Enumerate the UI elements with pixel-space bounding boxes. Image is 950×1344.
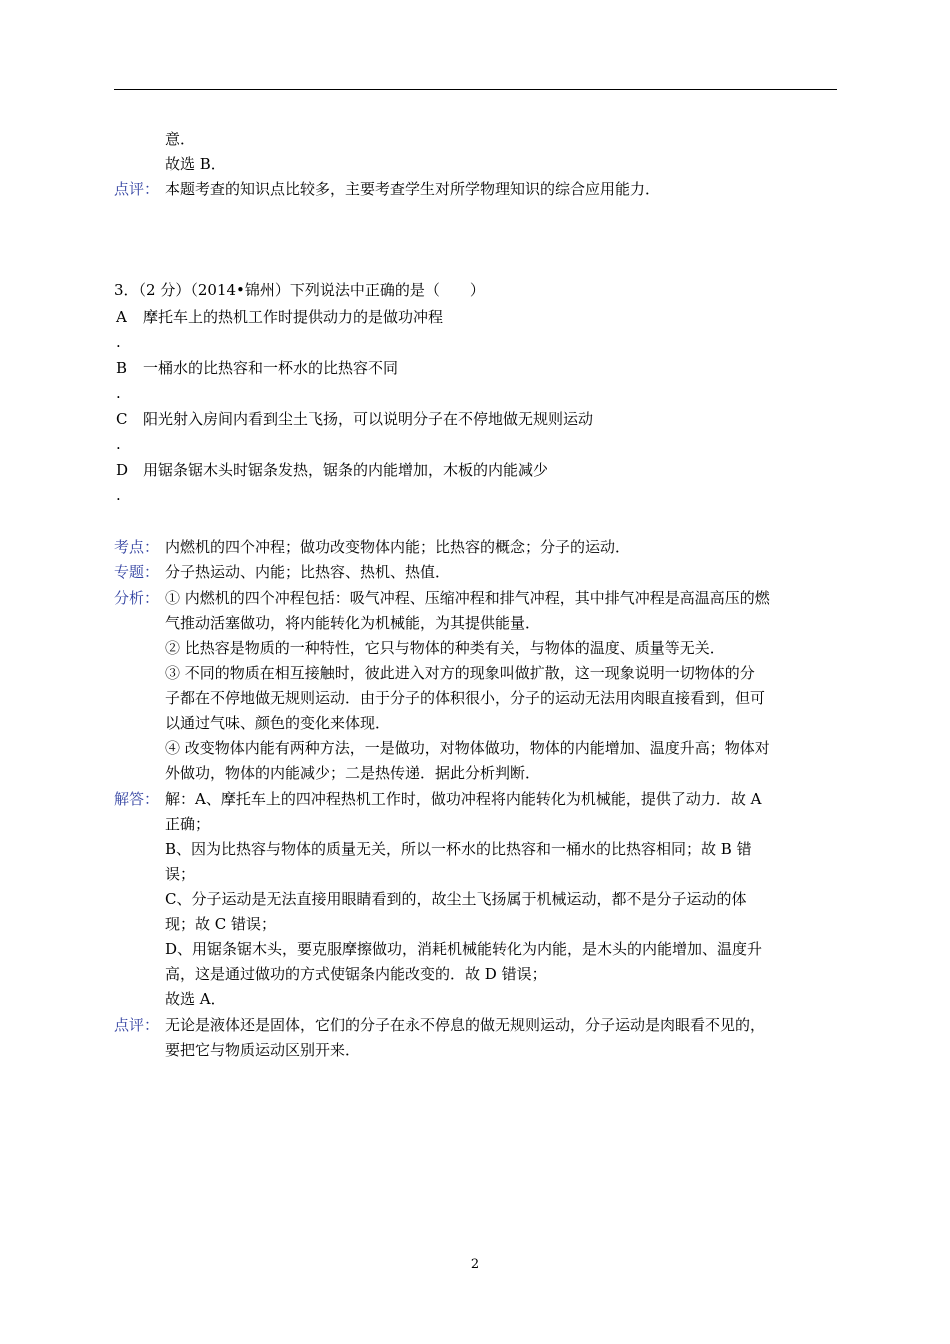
option-a-letter: A <box>116 308 127 326</box>
kaodian-label: 考点： <box>114 538 160 556</box>
option-d-dot: . <box>116 486 121 504</box>
option-c-text: 阳光射入房间内看到尘土飞扬，可以说明分子在不停地做无规则运动 <box>143 410 594 428</box>
prev-comment-text: 本题考查的知识点比较多，主要考查学生对所学物理知识的综合应用能力． <box>165 180 661 198</box>
option-c-letter: C <box>116 410 128 428</box>
zhuanti-label: 专题： <box>114 563 160 581</box>
fenxi-line: ④ 改变物体内能有两种方法，一是做功，对物体做功，物体的内能增加、温度升高；物体对 <box>165 739 770 757</box>
option-b-dot: . <box>116 384 121 402</box>
question-stem: 3．（2 分）（2014•锦州）下列说法中正确的是（ ） <box>114 281 485 299</box>
fenxi-line: ① 内燃机的四个冲程包括：吸气冲程、压缩冲程和排气冲程，其中排气冲程是高温高压的燃 <box>165 589 770 607</box>
prev-answer-choice: 故选 B． <box>165 155 226 173</box>
dianping-label: 点评： <box>114 1016 160 1034</box>
option-d-letter: D <box>116 461 129 479</box>
jieda-line: 解：A、摩托车上的四冲程热机工作时，做功冲程将内能转化为机械能，提供了动力．故 A <box>165 790 762 808</box>
fenxi-line: 子都在不停地做无规则运动．由于分子的体积很小，分子的运动无法用肉眼直接看到，但可 <box>165 689 766 707</box>
dianping-line: 要把它与物质运动区别开来． <box>165 1041 361 1059</box>
header-rule <box>114 89 837 90</box>
jieda-line: 故选 A． <box>165 990 226 1008</box>
jieda-line: 高，这是通过做功的方式使锯条内能改变的．故 D 错误； <box>165 965 547 983</box>
jieda-line: 正确； <box>165 815 211 833</box>
option-a-dot: . <box>116 333 121 351</box>
fenxi-line: 外做功，物体的内能减少；二是热传递．据此分析判断． <box>165 764 541 782</box>
option-c-dot: . <box>116 435 121 453</box>
jieda-label: 解答： <box>114 790 160 808</box>
prev-comment-label: 点评： <box>114 180 160 198</box>
kaodian-text: 内燃机的四个冲程；做功改变物体内能；比热容的概念；分子的运动． <box>165 538 631 556</box>
option-d-text: 用锯条锯木头时锯条发热，锯条的内能增加，木板的内能减少 <box>143 461 549 479</box>
jieda-line: B、因为比热容与物体的质量无关，所以一杯水的比热容和一桶水的比热容相同；故 B 错 <box>165 840 752 858</box>
fenxi-line: ② 比热容是物质的一种特性，它只与物体的种类有关，与物体的温度、质量等无关． <box>165 639 725 657</box>
jieda-line: 误； <box>165 865 196 883</box>
page-number: 2 <box>470 1257 480 1272</box>
option-b-letter: B <box>116 359 128 377</box>
option-a-text: 摩托车上的热机工作时提供动力的是做功冲程 <box>143 308 444 326</box>
fenxi-line: 以通过气味、颜色的变化来体现． <box>165 714 391 732</box>
zhuanti-text: 分子热运动、内能；比热容、热机、热值． <box>165 563 451 581</box>
jieda-line: D、用锯条锯木头，要克服摩擦做功，消耗机械能转化为内能，是木头的内能增加、温度升 <box>165 940 763 958</box>
fenxi-line: 气推动活塞做功，将内能转化为机械能，为其提供能量． <box>165 614 541 632</box>
prev-continuation: 意． <box>165 130 196 148</box>
jieda-line: C、分子运动是无法直接用眼睛看到的，故尘土飞扬属于机械运动，都不是分子运动的体 <box>165 890 747 908</box>
jieda-line: 现；故 C 错误； <box>165 915 277 933</box>
option-b-text: 一桶水的比热容和一杯水的比热容不同 <box>143 359 399 377</box>
fenxi-label: 分析： <box>114 589 160 607</box>
dianping-line: 无论是液体还是固体，它们的分子在永不停息的做无规则运动，分子运动是肉眼看不见的， <box>165 1016 766 1034</box>
fenxi-line: ③ 不同的物质在相互接触时，彼此进入对方的现象叫做扩散，这一现象说明一切物体的分 <box>165 664 755 682</box>
